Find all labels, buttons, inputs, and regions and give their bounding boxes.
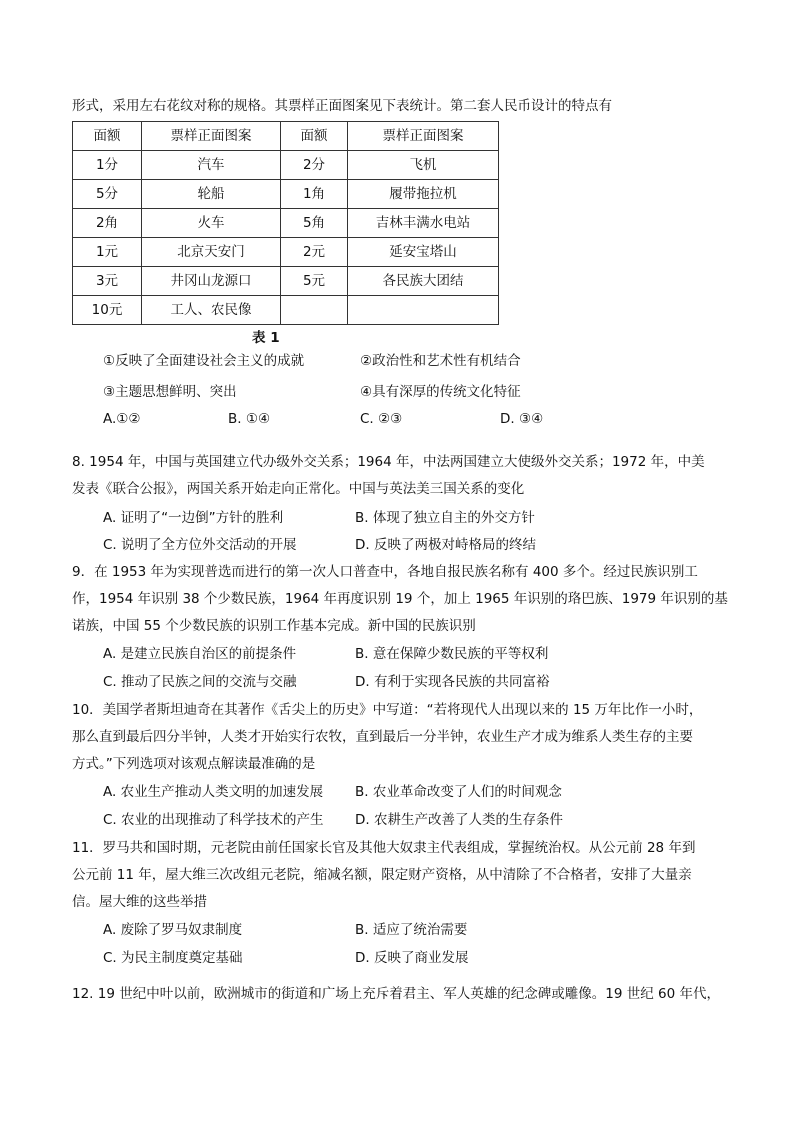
table-row [73,238,499,267]
table-cell: 2元 [281,238,348,267]
q11-option-a: A. 废除了罗马奴隶制度 [103,922,243,938]
q7-option-b: B. ①④ [228,411,271,427]
table-cell: 10元 [73,296,142,325]
table-cell: 1分 [73,151,142,180]
q9-line-2: 作，1954 年识别 38 个少数民族，1964 年再度识别 19 个，加上 1965 年识别的珞巴族、1979 年识别的基 [72,591,728,607]
q7-option-c: C. ②③ [360,411,403,427]
table-cell [348,296,499,325]
q11-option-d: D. 反映了商业发展 [355,950,469,966]
q10-option-d: D. 农耕生产改善了人类的生存条件 [355,812,563,828]
intro-line: 形式，采用左右花纹对称的规格。其票样正面图案见下表统计。第二套人民币设计的特点有 [72,98,612,114]
table-row [73,180,499,209]
q11-option-b: B. 适应了统治需要 [355,922,468,938]
q8-line-2: 发表《联合公报》，两国关系开始走向正常化。中国与英法美三国关系的变化 [72,481,525,497]
table-header-row [73,122,499,151]
table-cell [281,296,348,325]
table-header-cell: 面额 [73,122,142,151]
table-cell: 北京天安门 [142,238,281,267]
q7-option-a: A.①② [103,411,141,427]
q11-line-2: 公元前 11 年，屋大维三次改组元老院，缩减名额，限定财产资格，从中清除了不合格者，安排了大量亲 [72,867,692,883]
q9-option-d: D. 有利于实现各民族的共同富裕 [355,674,550,690]
q9-line-1: 9．在 1953 年为实现普选而进行的第一次人口普查中，各地自报民族名称有 400 多个。经过民族识别工 [72,564,698,580]
table-cell: 5分 [73,180,142,209]
q7-item-2: ②政治性和艺术性有机结合 [360,353,521,369]
table-cell: 5元 [281,267,348,296]
table-header-cell: 面额 [281,122,348,151]
table-cell: 火车 [142,209,281,238]
q9-option-b: B. 意在保障少数民族的平等权利 [355,646,549,662]
q10-option-c: C. 农业的出现推动了科学技术的产生 [103,812,324,828]
q7-item-1: ①反映了全面建设社会主义的成就 [103,353,305,369]
q10-line-3: 方式。”下列选项对该观点解读最准确的是 [72,756,316,772]
q7-option-d: D. ③④ [500,411,544,427]
q8-option-a: A. 证明了“一边倒”方针的胜利 [103,510,284,526]
table-cell: 飞机 [348,151,499,180]
q10-option-b: B. 农业革命改变了人们的时间观念 [355,784,562,800]
table-cell: 5角 [281,209,348,238]
banknote-table [72,121,499,325]
q11-line-1: 11．罗马共和国时期，元老院由前任国家长官及其他大奴隶主代表组成，掌握统治权。从公元前 28 年到 [72,840,696,856]
table-cell: 1角 [281,180,348,209]
q9-option-a: A. 是建立民族自治区的前提条件 [103,646,297,662]
table-cell: 工人、农民像 [142,296,281,325]
table-cell: 2角 [73,209,142,238]
table-row [73,296,499,325]
q12-line-1: 12. 19 世纪中叶以前，欧洲城市的街道和广场上充斥着君主、军人英雄的纪念碑或雕像。19 世纪 60 年代， [72,986,720,1002]
table-cell: 3元 [73,267,142,296]
table-cell: 1元 [73,238,142,267]
q8-option-c: C. 说明了全方位外交活动的开展 [103,537,297,553]
q7-item-3: ③主题思想鲜明、突出 [103,384,237,400]
q8-line-1: 8. 1954 年，中国与英国建立代办级外交关系；1964 年，中法两国建立大使级外交关系；1972 年，中美 [72,454,705,470]
table-header-cell: 票样正面图案 [348,122,499,151]
table-row [73,267,499,296]
q7-item-4: ④具有深厚的传统文化特征 [360,384,521,400]
q10-line-1: 10．美国学者斯坦迪奇在其著作《舌尖上的历史》中写道：“若将现代人出现以来的 15 万年比作一小时， [72,702,703,718]
table-cell: 轮船 [142,180,281,209]
q9-line-3: 诺族，中国 55 个少数民族的识别工作基本完成。新中国的民族识别 [72,618,476,634]
q8-option-b: B. 体现了独立自主的外交方针 [355,510,535,526]
table-cell: 井冈山龙源口 [142,267,281,296]
q11-line-3: 信。屋大维的这些举措 [72,894,207,910]
q10-option-a: A. 农业生产推动人类文明的加速发展 [103,784,324,800]
table-row [73,209,499,238]
table-cell: 履带拖拉机 [348,180,499,209]
table-cell: 吉林丰满水电站 [348,209,499,238]
table-header-cell: 票样正面图案 [142,122,281,151]
table-cell: 2分 [281,151,348,180]
table-cell: 各民族大团结 [348,267,499,296]
q10-line-2: 那么直到最后四分半钟，人类才开始实行农牧，直到最后一分半钟，农业生产才成为维系人类生存的主要 [72,729,693,745]
table-caption: 表 1 [252,330,280,346]
q8-option-d: D. 反映了两极对峙格局的终结 [355,537,536,553]
table-row [73,151,499,180]
q9-option-c: C. 推动了民族之间的交流与交融 [103,674,297,690]
q11-option-c: C. 为民主制度奠定基础 [103,950,243,966]
table-cell: 延安宝塔山 [348,238,499,267]
table-cell: 汽车 [142,151,281,180]
